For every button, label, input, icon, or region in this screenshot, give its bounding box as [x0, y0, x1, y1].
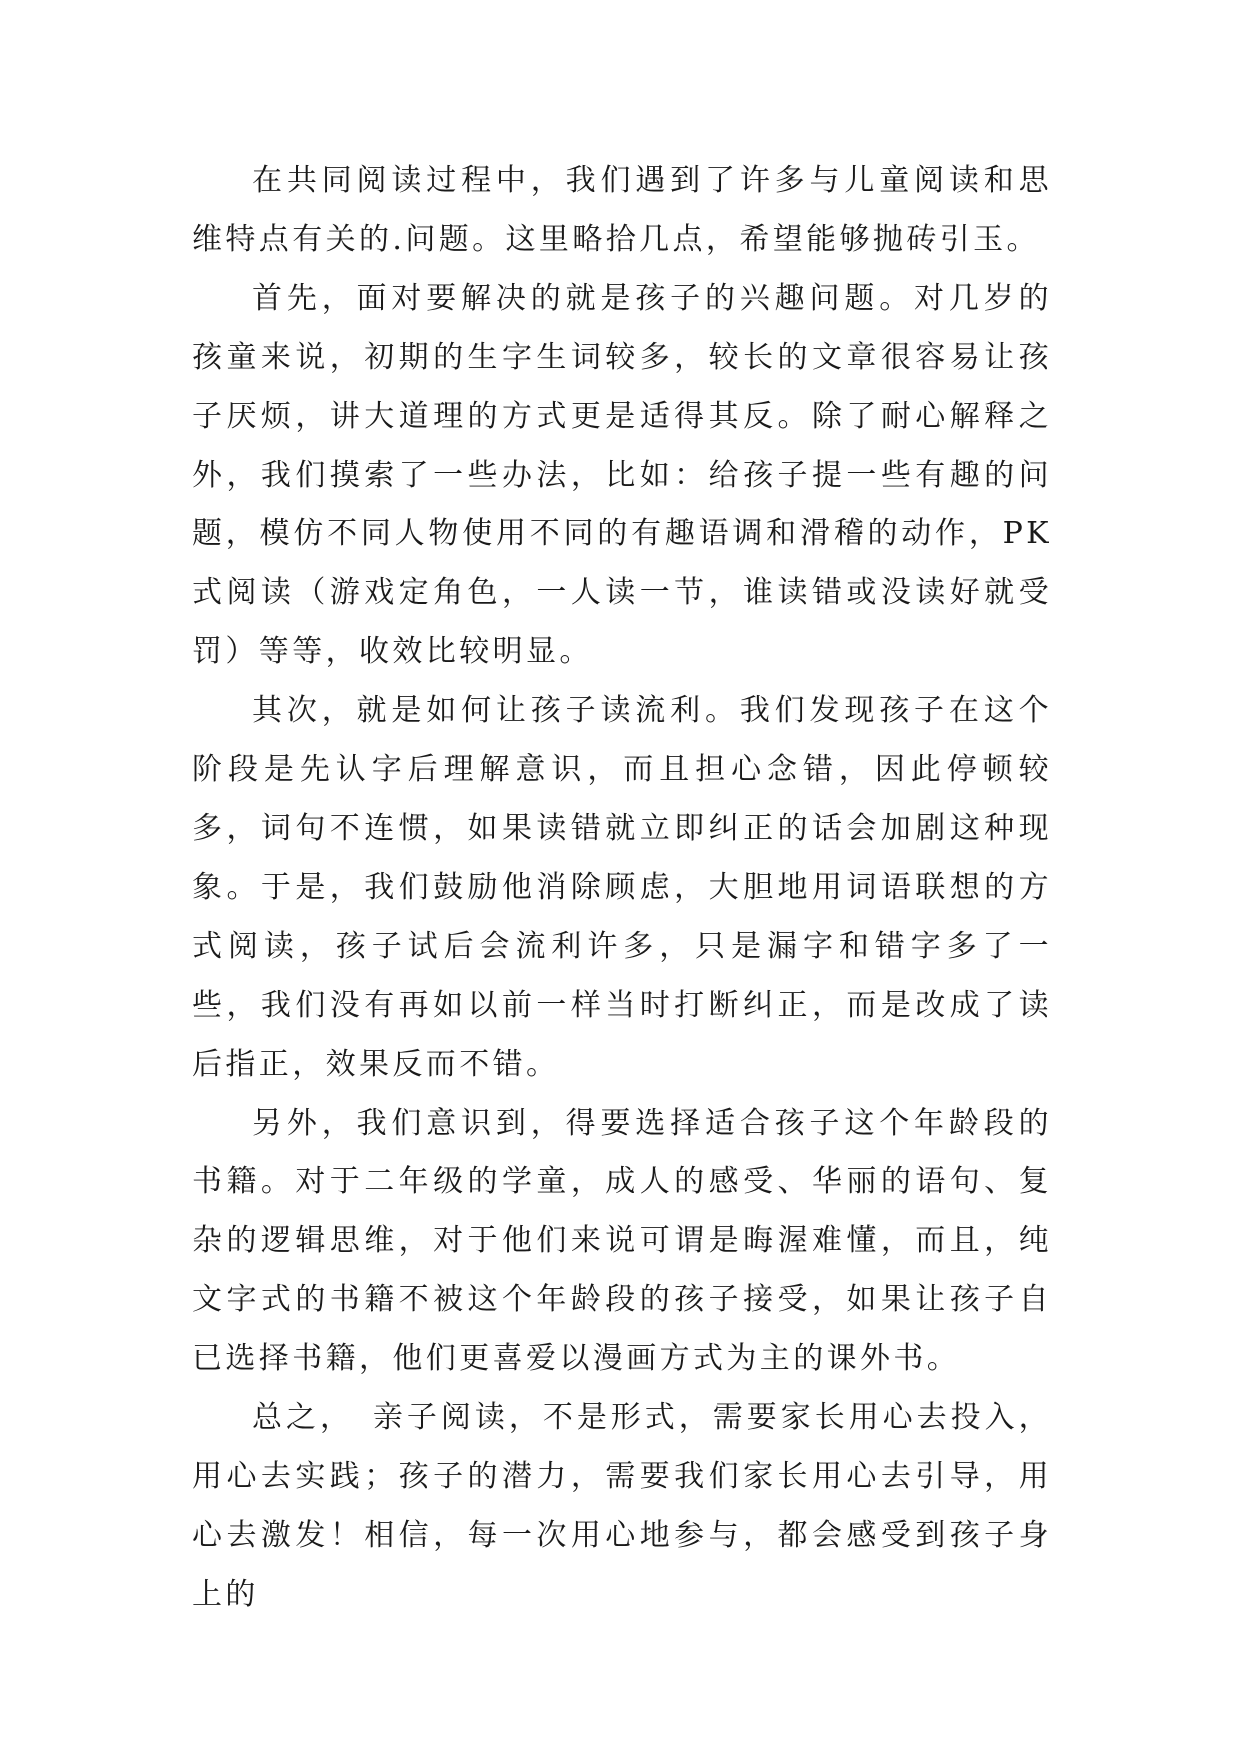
paragraph-interest: 首先，面对要解决的就是孩子的兴趣问题。对几岁的孩童来说，初期的生字生词较多，较长的文章很容易让孩子厌烦，讲大道理的方式更是适得其反。除了耐心解释之外，我们摸索了一些办法，比如：给孩子提一些有趣的问题，模仿不同人物使用不同的有趣语调和滑稽的动作，PK式阅读（游戏定角色，一人读一节，谁读错或没读好就受罚）等等，收效比较明显。	[192, 280, 1052, 670]
paragraph-book-choice: 另外，我们意识到，得要选择适合孩子这个年龄段的书籍。对于二年级的学童，成人的感受、华丽的语句、复杂的逻辑思维，对于他们来说可谓是晦渥难懂，而且，纯文字式的书籍不被这个年龄段的孩子接受，如果让孩子自已选择书籍，他们更喜爱以漫画方式为主的课外书。	[192, 1105, 1052, 1377]
document-body	[192, 152, 1052, 1625]
paragraph-conclusion: 总之， 亲子阅读，不是形式，需要家长用心去投入，用心去实践；孩子的潜力，需要我们家长用心去引导，用心去激发！相信，每一次用心地参与，都会感受到孩子身上的	[192, 1400, 1052, 1612]
paragraph-intro: 在共同阅读过程中，我们遇到了许多与儿童阅读和思维特点有关的.问题。这里略拾几点，希望能够抛砖引玉。	[192, 163, 1052, 257]
paragraph-fluency: 其次，就是如何让孩子读流利。我们发现孩子在这个阶段是先认字后理解意识，而且担心念错，因此停顿较多，词句不连惯，如果读错就立即纠正的话会加剧这种现象。于是，我们鼓励他消除顾虑，大胆地用词语联想的方式阅读，孩子试后会流利许多，只是漏字和错字多了一些，我们没有再如以前一样当时打断纠正，而是改成了读后指正，效果反而不错。	[192, 693, 1052, 1082]
